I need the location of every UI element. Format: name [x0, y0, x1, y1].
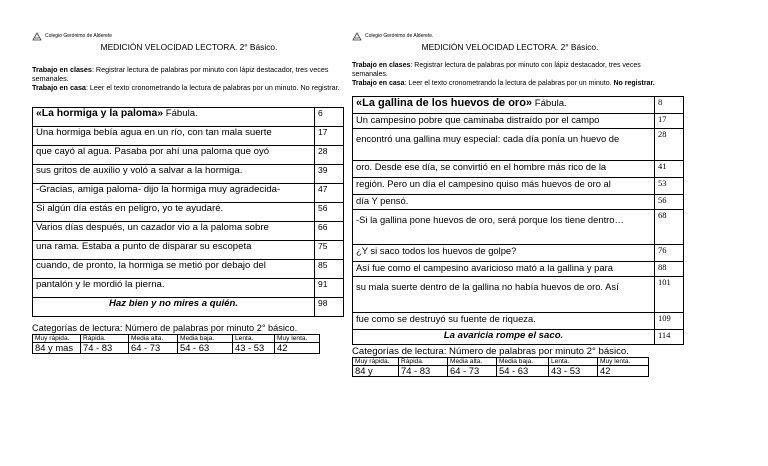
categories-value-row: [353, 366, 649, 377]
school-name: Colegio Gerónimo de Alderete: [45, 33, 112, 39]
story-moral: La avaricia rompe el saco.: [353, 330, 655, 345]
story-line: Un campesino pobre que caminaba distraído por el campo: [353, 114, 655, 129]
instructions: [32, 65, 346, 92]
worksheet-title: MEDICIÓN VELOCIDAD LECTORA. 2° Básico.: [100, 42, 278, 52]
table-row: [353, 129, 684, 161]
story-genre: Fábula.: [163, 108, 198, 119]
table-row: [353, 114, 684, 129]
story-line: Varios días después, un cazador vio a la paloma sobre: [33, 222, 315, 241]
class-work-label: Trabajo en clases: [32, 65, 92, 74]
home-work-text: : Leer el texto cronometrando la lectura de palabras por un minuto.: [404, 80, 612, 87]
school-header: [352, 30, 668, 42]
table-row: [33, 165, 344, 184]
school-crest-icon: [352, 32, 362, 41]
home-work-text: : Leer el texto cronometrando la lectura de palabras por un minuto. No registrar.: [85, 83, 340, 92]
word-count: 41: [655, 161, 684, 178]
table-row: [353, 262, 684, 277]
table-row: [353, 210, 684, 245]
table-row: [353, 277, 684, 313]
story-line: -Gracias, amiga paloma- dijo la hormiga muy agradecida-: [33, 184, 315, 203]
school-header: [32, 30, 346, 42]
word-count: 101: [655, 277, 684, 313]
categories-table: [32, 334, 320, 354]
reading-table: [32, 107, 344, 317]
word-count: 17: [655, 114, 684, 129]
category-header: Rápida.: [81, 335, 129, 343]
left-worksheet: [32, 30, 346, 354]
categories-table: [352, 357, 649, 377]
story-genre: Fábula.: [532, 98, 567, 109]
class-work-text: : Registrar lectura de palabras por minuto con lápiz destacador, tres veces semanales.: [352, 62, 641, 78]
word-count: 68: [655, 210, 684, 245]
story-line: fue como se destruyó su fuente de riqueza.: [353, 313, 655, 330]
story-line: su mala suerte dentro de la gallina no había huevos de oro. Así: [353, 277, 655, 313]
word-count: 88: [655, 262, 684, 277]
story-title-row: [33, 108, 344, 127]
table-row: [33, 241, 344, 260]
category-value: 43 - 53: [549, 366, 598, 377]
home-work-text-bold: No registrar.: [611, 80, 655, 87]
categories-title: Categorías de lectura: Número de palabras por minuto 2° básico.: [352, 346, 629, 357]
instructions: [352, 61, 668, 88]
word-count: 76: [655, 245, 684, 262]
story-line: Una hormiga bebía agua en un río, con tan mala suerte: [33, 127, 315, 146]
word-count: 98: [315, 298, 344, 317]
story-moral: Haz bien y no mires a quién.: [33, 298, 315, 317]
story-line: oro. Desde ese día, se convirtió en el hombre más rico de la: [353, 161, 655, 178]
table-row: [33, 260, 344, 279]
table-row: [33, 127, 344, 146]
story-title: «La gallina de los huevos de oro»: [356, 97, 533, 109]
word-count: 109: [655, 313, 684, 330]
word-count: 8: [655, 97, 684, 114]
table-row: [353, 161, 684, 178]
category-header: Media baja.: [497, 358, 549, 366]
word-count: 28: [655, 129, 684, 161]
story-title-row: [353, 97, 684, 114]
category-value: 43 - 53: [233, 343, 275, 354]
table-row: [33, 222, 344, 241]
story-title-cell: [353, 97, 655, 114]
category-value: 84 y mas: [33, 343, 81, 354]
table-row: [33, 279, 344, 298]
story-line: -Si la gallina pone huevos de oro, será porque los tiene dentro…: [353, 210, 655, 245]
class-work-label: Trabajo en clases: [352, 62, 411, 69]
table-row: [353, 245, 684, 262]
table-row: [353, 195, 684, 210]
category-header: Muy lenta.: [598, 358, 649, 366]
word-count: 114: [655, 330, 684, 345]
word-count: 75: [315, 241, 344, 260]
word-count: 39: [315, 165, 344, 184]
word-count: 91: [315, 279, 344, 298]
category-value: 74 - 83: [399, 366, 448, 377]
category-header: Media baja.: [178, 335, 233, 343]
table-row: [353, 313, 684, 330]
story-line: que cayó al agua. Pasaba por ahí una paloma que oyó: [33, 146, 315, 165]
table-row: [353, 178, 684, 195]
reading-table: [352, 96, 684, 345]
story-line: una rama. Estaba a punto de disparar su escopeta: [33, 241, 315, 260]
story-line: día Y pensó.: [353, 195, 655, 210]
word-count: 53: [655, 178, 684, 195]
category-header: Lenta.: [233, 335, 275, 343]
category-value: 54 - 63: [178, 343, 233, 354]
table-row: [33, 184, 344, 203]
class-work-text: : Registrar lectura de palabras por minuto con lápiz destacador, tres veces semanales.: [32, 65, 329, 83]
category-value: 42: [275, 343, 320, 354]
category-header: Muy rápida.: [33, 335, 81, 343]
word-count: 56: [315, 203, 344, 222]
word-count: 85: [315, 260, 344, 279]
story-title-cell: [33, 108, 315, 127]
category-value: 74 - 83: [81, 343, 129, 354]
story-line: Si algún día estás en peligro, yo te ayudaré.: [33, 203, 315, 222]
table-row: [33, 146, 344, 165]
story-line: cuando, de pronto, la hormiga se metió por debajo del: [33, 260, 315, 279]
story-line: región. Pero un día el campesino quiso más huevos de oro al: [353, 178, 655, 195]
word-count: 17: [315, 127, 344, 146]
category-value: 42: [598, 366, 649, 377]
right-worksheet: [352, 30, 671, 377]
category-header: Media alta.: [129, 335, 178, 343]
word-count: 47: [315, 184, 344, 203]
story-line: encontró una gallina muy especial: cada día ponía un huevo de: [353, 129, 655, 161]
category-header: Rápida.: [399, 358, 448, 366]
word-count: 56: [655, 195, 684, 210]
school-crest-icon: [32, 32, 42, 41]
worksheet-title: MEDICIÓN VELOCIDAD LECTORA. 2° Básico.: [421, 42, 599, 52]
school-name: Colegio Gerónimo de Alderete.: [365, 33, 434, 39]
word-count: 66: [315, 222, 344, 241]
table-row: [33, 203, 344, 222]
story-title: «La hormiga y la paloma»: [36, 108, 164, 119]
story-line: sus gritos de auxilio y voló a salvar a la hormiga.: [33, 165, 315, 184]
categories-title: Categorías de lectura: Número de palabras por minuto 2° básico.: [32, 323, 298, 333]
category-header: Lenta.: [549, 358, 598, 366]
category-value: 64 - 73: [129, 343, 178, 354]
story-line: Así fue como el campesino avaricioso mató a la gallina y para: [353, 262, 655, 277]
home-work-label: Trabajo en casa: [352, 80, 405, 87]
category-value: 64 - 73: [448, 366, 497, 377]
category-value: 54 - 63: [497, 366, 549, 377]
word-count: 28: [315, 146, 344, 165]
category-header: Muy rápida.: [353, 358, 399, 366]
category-header: Media alta.: [448, 358, 497, 366]
categories-value-row: [33, 343, 320, 354]
category-header: Muy lenta.: [275, 335, 320, 343]
home-work-label: Trabajo en casa: [32, 83, 86, 92]
story-line: pantalón y le mordió la pierna.: [33, 279, 315, 298]
category-value: 84 y: [353, 366, 399, 377]
moral-row: [353, 330, 684, 345]
moral-row: [33, 298, 344, 317]
story-line: ¿Y si saco todos los huevos de golpe?: [353, 245, 655, 262]
word-count: 6: [315, 108, 344, 127]
